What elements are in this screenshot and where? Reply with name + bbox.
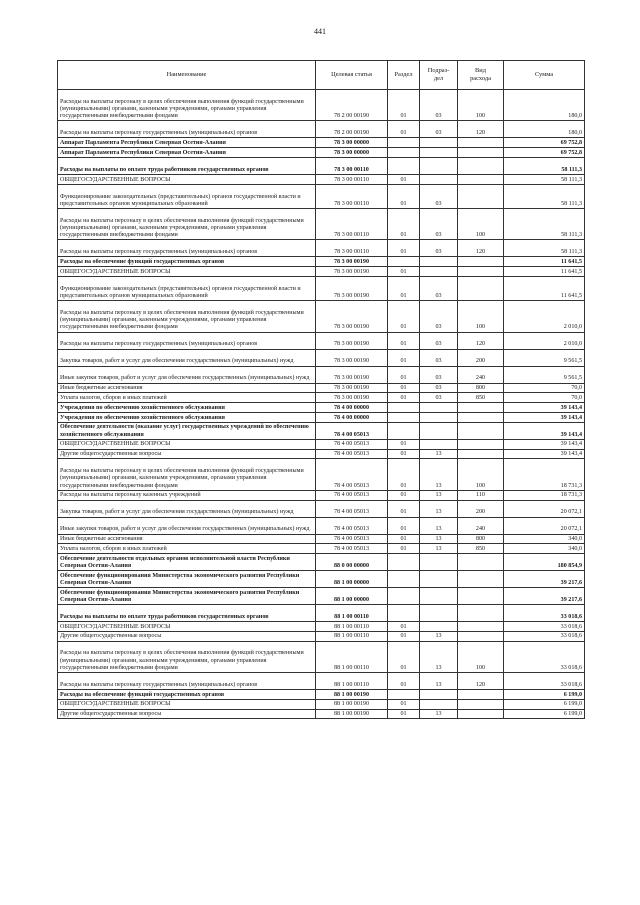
table-row <box>58 699 585 709</box>
cell-name: Другие общегосударственные вопросы <box>58 449 316 459</box>
table-row <box>58 631 585 641</box>
cell-subsection <box>420 148 458 158</box>
cell-section: 01 <box>388 449 420 459</box>
cell-kind: 850 <box>458 544 504 554</box>
cell-sum: 11 641,5 <box>504 257 585 267</box>
cell-sum: 340,0 <box>504 534 585 544</box>
cell-subsection <box>420 588 458 605</box>
table-row <box>58 449 585 459</box>
cell-name: Обеспечение функционирования Министерства экономического развития Республики Северная Осетия-Алания <box>58 571 316 588</box>
cell-target: 78 4 00 05013 <box>316 517 388 534</box>
table-row <box>58 517 585 534</box>
cell-subsection: 13 <box>420 673 458 690</box>
cell-name: Учреждения по обеспечению хозяйственного обслуживания <box>58 412 316 422</box>
cell-sum: 340,0 <box>504 544 585 554</box>
cell-sum: 39 143,4 <box>504 439 585 449</box>
cell-subsection <box>420 622 458 632</box>
cell-subsection: 03 <box>420 121 458 138</box>
cell-name: Иные бюджетные ассигнования <box>58 383 316 393</box>
cell-target: 78 4 00 05013 <box>316 500 388 517</box>
cell-subsection <box>420 157 458 174</box>
cell-target: 78 3 00 00190 <box>316 257 388 267</box>
cell-target: 78 3 00 00110 <box>316 184 388 208</box>
table-row <box>58 605 585 622</box>
cell-sum: 69 752,8 <box>504 148 585 158</box>
cell-target: 88 1 00 00110 <box>316 605 388 622</box>
cell-sum: 39 143,4 <box>504 449 585 459</box>
cell-section: 01 <box>388 500 420 517</box>
cell-subsection: 03 <box>420 240 458 257</box>
cell-section: 01 <box>388 393 420 403</box>
table-row <box>58 690 585 700</box>
cell-sum: 33 018,6 <box>504 605 585 622</box>
cell-kind <box>458 148 504 158</box>
cell-target: 78 4 00 05013 <box>316 534 388 544</box>
cell-section: 01 <box>388 90 420 121</box>
cell-kind <box>458 267 504 277</box>
cell-kind: 240 <box>458 517 504 534</box>
cell-kind: 100 <box>458 459 504 490</box>
cell-subsection: 03 <box>420 184 458 208</box>
table-row <box>58 148 585 158</box>
cell-target: 78 3 00 00190 <box>316 366 388 383</box>
cell-section: 01 <box>388 267 420 277</box>
cell-target: 78 3 00 00000 <box>316 138 388 148</box>
cell-name: ОБЩЕГОСУДАРСТВЕННЫЕ ВОПРОСЫ <box>58 622 316 632</box>
cell-section <box>388 554 420 571</box>
cell-target: 78 3 00 00190 <box>316 383 388 393</box>
table-row <box>58 301 585 332</box>
cell-target: 88 1 00 00000 <box>316 571 388 588</box>
cell-subsection: 13 <box>420 449 458 459</box>
cell-section <box>388 422 420 439</box>
cell-kind <box>458 690 504 700</box>
header-target: Целевая статья <box>316 61 388 90</box>
table-row <box>58 393 585 403</box>
table-row <box>58 403 585 413</box>
cell-subsection: 03 <box>420 383 458 393</box>
cell-section <box>388 157 420 174</box>
cell-target: 78 4 00 00000 <box>316 412 388 422</box>
table-row <box>58 267 585 277</box>
cell-kind: 120 <box>458 240 504 257</box>
cell-section: 01 <box>388 459 420 490</box>
cell-target: 88 1 00 00190 <box>316 690 388 700</box>
cell-subsection: 03 <box>420 301 458 332</box>
cell-target: 88 1 00 00190 <box>316 709 388 719</box>
cell-section: 01 <box>388 490 420 500</box>
cell-kind: 100 <box>458 90 504 121</box>
cell-sum: 39 143,4 <box>504 403 585 413</box>
cell-kind <box>458 184 504 208</box>
cell-kind <box>458 554 504 571</box>
cell-subsection <box>420 403 458 413</box>
cell-target: 78 2 00 00190 <box>316 90 388 121</box>
table-row <box>58 422 585 439</box>
cell-section: 01 <box>388 709 420 719</box>
cell-name: Расходы на выплаты персоналу в целях обеспечения выполнения функций государственными (муниципальными) органами, казенными учреждениями, органами управления государственными внебюджетными фондами <box>58 459 316 490</box>
table-row <box>58 544 585 554</box>
cell-sum: 58 111,3 <box>504 184 585 208</box>
cell-kind: 850 <box>458 393 504 403</box>
cell-name: Аппарат Парламента Республики Северная Осетия-Алания <box>58 138 316 148</box>
cell-name: ОБЩЕГОСУДАРСТВЕННЫЕ ВОПРОСЫ <box>58 174 316 184</box>
cell-target: 78 4 00 05013 <box>316 439 388 449</box>
cell-section: 01 <box>388 641 420 672</box>
cell-sum: 33 018,6 <box>504 673 585 690</box>
cell-section: 01 <box>388 439 420 449</box>
cell-subsection <box>420 267 458 277</box>
cell-target: 78 3 00 00190 <box>316 332 388 349</box>
cell-kind <box>458 449 504 459</box>
table-row <box>58 208 585 239</box>
cell-subsection: 03 <box>420 276 458 300</box>
cell-section <box>388 412 420 422</box>
cell-sum: 2 010,0 <box>504 332 585 349</box>
cell-section <box>388 571 420 588</box>
cell-sum: 6 199,0 <box>504 699 585 709</box>
cell-sum: 58 111,3 <box>504 174 585 184</box>
table-row <box>58 439 585 449</box>
cell-section: 01 <box>388 349 420 366</box>
cell-sum: 70,0 <box>504 383 585 393</box>
cell-kind: 100 <box>458 301 504 332</box>
cell-subsection <box>420 422 458 439</box>
cell-sum: 69 752,8 <box>504 138 585 148</box>
cell-name: Расходы на выплаты персоналу в целях обеспечения выполнения функций государственными (муниципальными) органами, казенными учреждениями, органами управления государственными внебюджетными фондами <box>58 301 316 332</box>
cell-name: Закупка товаров, работ и услуг для обеспечения государственных (муниципальных) нужд <box>58 500 316 517</box>
cell-kind <box>458 257 504 267</box>
cell-name: Иные закупки товаров, работ и услуг для обеспечения государственных (муниципальных) нужд <box>58 366 316 383</box>
cell-subsection: 03 <box>420 393 458 403</box>
cell-sum: 20 072,1 <box>504 500 585 517</box>
cell-subsection <box>420 554 458 571</box>
cell-target: 78 4 00 05013 <box>316 449 388 459</box>
cell-kind: 120 <box>458 673 504 690</box>
cell-sum: 33 018,6 <box>504 631 585 641</box>
cell-subsection <box>420 699 458 709</box>
cell-sum: 9 561,5 <box>504 349 585 366</box>
cell-sum: 58 111,3 <box>504 240 585 257</box>
cell-subsection: 13 <box>420 709 458 719</box>
cell-subsection <box>420 412 458 422</box>
cell-subsection: 13 <box>420 544 458 554</box>
cell-sum: 39 217,6 <box>504 588 585 605</box>
cell-sum: 9 561,5 <box>504 366 585 383</box>
cell-subsection <box>420 257 458 267</box>
cell-name: ОБЩЕГОСУДАРСТВЕННЫЕ ВОПРОСЫ <box>58 439 316 449</box>
cell-kind <box>458 699 504 709</box>
cell-sum: 180,0 <box>504 90 585 121</box>
cell-target: 78 3 00 00190 <box>316 301 388 332</box>
cell-target: 78 3 00 00190 <box>316 349 388 366</box>
header-subsection: Подраз- дел <box>420 61 458 90</box>
header-sum: Сумма <box>504 61 585 90</box>
cell-subsection: 03 <box>420 208 458 239</box>
cell-name: Расходы на выплаты персоналу государственных (муниципальных) органов <box>58 240 316 257</box>
cell-subsection: 13 <box>420 517 458 534</box>
table-row <box>58 500 585 517</box>
cell-name: Закупка товаров, работ и услуг для обеспечения государственных (муниципальных) нужд <box>58 349 316 366</box>
table-row <box>58 534 585 544</box>
cell-subsection: 03 <box>420 366 458 383</box>
cell-kind: 800 <box>458 534 504 544</box>
table-row <box>58 138 585 148</box>
cell-name: Расходы на выплаты по оплате труда работников государственных органов <box>58 157 316 174</box>
cell-section: 01 <box>388 534 420 544</box>
page-number: 441 <box>314 27 326 36</box>
cell-kind: 100 <box>458 641 504 672</box>
cell-kind <box>458 403 504 413</box>
cell-section <box>388 148 420 158</box>
table-row <box>58 673 585 690</box>
cell-name: Расходы на выплаты персоналу в целях обеспечения выполнения функций государственными (муниципальными) органами, казенными учреждениями, органами управления государственными внебюджетными фондами <box>58 641 316 672</box>
cell-kind <box>458 622 504 632</box>
cell-name: ОБЩЕГОСУДАРСТВЕННЫЕ ВОПРОСЫ <box>58 267 316 277</box>
cell-name: Расходы на выплаты персоналу государственных (муниципальных) органов <box>58 121 316 138</box>
table-row <box>58 257 585 267</box>
table-row <box>58 571 585 588</box>
cell-name: ОБЩЕГОСУДАРСТВЕННЫЕ ВОПРОСЫ <box>58 699 316 709</box>
cell-name: Расходы на выплаты персоналу государственных (муниципальных) органов <box>58 332 316 349</box>
cell-name: Расходы на обеспечение функций государственных органов <box>58 690 316 700</box>
cell-section: 01 <box>388 121 420 138</box>
cell-section: 01 <box>388 699 420 709</box>
cell-name: Расходы на выплаты персоналу в целях обеспечения выполнения функций государственными (муниципальными) органами, казенными учреждениями, органами управления государственными внебюджетными фондами <box>58 90 316 121</box>
cell-section: 01 <box>388 332 420 349</box>
cell-section: 01 <box>388 301 420 332</box>
cell-subsection <box>420 690 458 700</box>
table-row <box>58 412 585 422</box>
table-row <box>58 349 585 366</box>
table-row <box>58 554 585 571</box>
table-row <box>58 276 585 300</box>
cell-section <box>388 257 420 267</box>
cell-kind: 100 <box>458 208 504 239</box>
cell-name: Функционирование законодательных (представительных) органов государственной власти и представительных органов муниципальных образований <box>58 276 316 300</box>
cell-kind <box>458 571 504 588</box>
cell-section <box>388 138 420 148</box>
cell-sum: 39 143,4 <box>504 422 585 439</box>
cell-sum: 2 010,0 <box>504 301 585 332</box>
cell-sum: 18 731,3 <box>504 459 585 490</box>
cell-kind <box>458 174 504 184</box>
table-row <box>58 184 585 208</box>
cell-target: 78 3 00 00110 <box>316 240 388 257</box>
cell-subsection <box>420 571 458 588</box>
cell-target: 78 4 00 05013 <box>316 422 388 439</box>
cell-name: Иные закупки товаров, работ и услуг для обеспечения государственных (муниципальных) нужд <box>58 517 316 534</box>
table-row <box>58 121 585 138</box>
cell-section: 01 <box>388 544 420 554</box>
cell-subsection: 03 <box>420 332 458 349</box>
cell-subsection <box>420 605 458 622</box>
cell-section <box>388 690 420 700</box>
cell-kind <box>458 422 504 439</box>
cell-target: 78 4 00 05013 <box>316 544 388 554</box>
cell-subsection: 13 <box>420 534 458 544</box>
cell-name: Расходы на обеспечение функций государственных органов <box>58 257 316 267</box>
table-row <box>58 157 585 174</box>
cell-subsection <box>420 439 458 449</box>
cell-kind <box>458 631 504 641</box>
cell-kind <box>458 439 504 449</box>
table-row <box>58 332 585 349</box>
table-row <box>58 90 585 121</box>
cell-subsection <box>420 138 458 148</box>
cell-name: Другие общегосударственные вопросы <box>58 631 316 641</box>
cell-target: 78 3 00 00110 <box>316 208 388 239</box>
cell-target: 78 3 00 00190 <box>316 267 388 277</box>
cell-sum: 58 111,3 <box>504 208 585 239</box>
cell-sum: 70,0 <box>504 393 585 403</box>
cell-name: Уплата налогов, сборов и иных платежей <box>58 544 316 554</box>
cell-subsection: 13 <box>420 500 458 517</box>
cell-target: 78 2 00 00190 <box>316 121 388 138</box>
cell-name: Расходы на выплаты по оплате труда работников государственных органов <box>58 605 316 622</box>
cell-section: 01 <box>388 517 420 534</box>
cell-sum: 20 072,1 <box>504 517 585 534</box>
table-row <box>58 588 585 605</box>
cell-section <box>388 588 420 605</box>
cell-sum: 6 199,0 <box>504 709 585 719</box>
cell-sum: 33 018,6 <box>504 622 585 632</box>
cell-target: 78 3 00 00190 <box>316 276 388 300</box>
cell-section: 01 <box>388 174 420 184</box>
cell-name: Расходы на выплаты персоналу в целях обеспечения выполнения функций государственными (муниципальными) органами, казенными учреждениями, органами управления государственными внебюджетными фондами <box>58 208 316 239</box>
cell-target: 78 3 00 00110 <box>316 157 388 174</box>
table-row <box>58 709 585 719</box>
cell-subsection: 13 <box>420 631 458 641</box>
cell-section: 01 <box>388 631 420 641</box>
cell-name: Учреждения по обеспечению хозяйственного обслуживания <box>58 403 316 413</box>
cell-kind: 240 <box>458 366 504 383</box>
cell-subsection <box>420 174 458 184</box>
cell-target: 88 1 00 00110 <box>316 622 388 632</box>
cell-sum: 33 018,6 <box>504 641 585 672</box>
table-row <box>58 366 585 383</box>
cell-sum: 180,0 <box>504 121 585 138</box>
cell-sum: 58 111,3 <box>504 157 585 174</box>
cell-target: 78 3 00 00000 <box>316 148 388 158</box>
table-row <box>58 490 585 500</box>
cell-subsection: 03 <box>420 349 458 366</box>
cell-sum: 39 217,6 <box>504 571 585 588</box>
cell-section: 01 <box>388 184 420 208</box>
cell-kind <box>458 276 504 300</box>
header-name: Наименование <box>58 61 316 90</box>
table-header-row <box>58 61 585 90</box>
cell-kind: 200 <box>458 500 504 517</box>
cell-subsection: 13 <box>420 641 458 672</box>
cell-name: Расходы на выплаты персоналу казенных учреждений <box>58 490 316 500</box>
cell-sum: 180 854,9 <box>504 554 585 571</box>
table-row <box>58 641 585 672</box>
cell-name: Уплата налогов, сборов и иных платежей <box>58 393 316 403</box>
cell-name: Обеспечение деятельности отдельных органов исполнительной власти Республики Северная Осетия-Алания <box>58 554 316 571</box>
cell-sum: 6 199,0 <box>504 690 585 700</box>
table-row <box>58 240 585 257</box>
cell-target: 88 1 00 00110 <box>316 631 388 641</box>
cell-kind <box>458 588 504 605</box>
cell-name: Расходы на выплаты персоналу государственных (муниципальных) органов <box>58 673 316 690</box>
table-row <box>58 174 585 184</box>
cell-section: 01 <box>388 240 420 257</box>
cell-target: 78 4 00 00000 <box>316 403 388 413</box>
cell-target: 88 0 00 00000 <box>316 554 388 571</box>
cell-section: 01 <box>388 208 420 239</box>
cell-target: 88 1 00 00110 <box>316 641 388 672</box>
cell-section: 01 <box>388 622 420 632</box>
cell-kind <box>458 709 504 719</box>
cell-sum: 18 731,3 <box>504 490 585 500</box>
cell-kind: 120 <box>458 121 504 138</box>
cell-name: Другие общегосударственные вопросы <box>58 709 316 719</box>
budget-table <box>57 60 585 719</box>
cell-name: Иные бюджетные ассигнования <box>58 534 316 544</box>
cell-target: 88 1 00 00190 <box>316 699 388 709</box>
cell-kind <box>458 138 504 148</box>
cell-section: 01 <box>388 276 420 300</box>
cell-name: Функционирование законодательных (представительных) органов государственной власти и представительных органов муниципальных образований <box>58 184 316 208</box>
cell-subsection: 03 <box>420 90 458 121</box>
cell-subsection: 13 <box>420 490 458 500</box>
cell-subsection: 13 <box>420 459 458 490</box>
cell-kind: 800 <box>458 383 504 393</box>
cell-kind <box>458 157 504 174</box>
cell-target: 88 1 00 00110 <box>316 673 388 690</box>
table-row <box>58 459 585 490</box>
cell-kind <box>458 605 504 622</box>
cell-sum: 11 641,5 <box>504 276 585 300</box>
cell-sum: 11 641,5 <box>504 267 585 277</box>
cell-kind: 120 <box>458 332 504 349</box>
table-row <box>58 383 585 393</box>
header-kind: Вид расхода <box>458 61 504 90</box>
cell-kind: 200 <box>458 349 504 366</box>
table-row <box>58 622 585 632</box>
cell-section: 01 <box>388 673 420 690</box>
cell-target: 78 3 00 00110 <box>316 174 388 184</box>
cell-target: 78 4 00 05013 <box>316 490 388 500</box>
cell-target: 78 4 00 05013 <box>316 459 388 490</box>
cell-section <box>388 605 420 622</box>
cell-name: Обеспечение деятельности (оказание услуг) государственных учреждений по обеспечению хозяйственного обслуживания <box>58 422 316 439</box>
cell-kind <box>458 412 504 422</box>
cell-name: Аппарат Парламента Республики Северная Осетия-Алания <box>58 148 316 158</box>
cell-name: Обеспечение функционирования Министерства экономического развития Республики Северная Осетия-Алания <box>58 588 316 605</box>
header-section: Раздел <box>388 61 420 90</box>
cell-section: 01 <box>388 383 420 393</box>
cell-section: 01 <box>388 366 420 383</box>
cell-section <box>388 403 420 413</box>
cell-kind: 110 <box>458 490 504 500</box>
cell-target: 88 1 00 00000 <box>316 588 388 605</box>
cell-sum: 39 143,4 <box>504 412 585 422</box>
cell-target: 78 3 00 00190 <box>316 393 388 403</box>
